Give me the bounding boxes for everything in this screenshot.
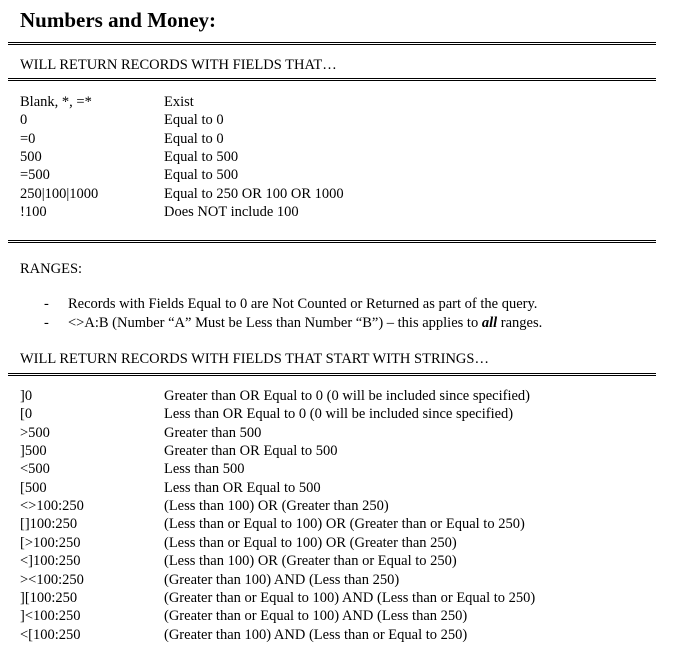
row-term: [0 xyxy=(20,406,33,423)
row-term: <[100:250 xyxy=(20,626,81,643)
row-term: [>100:250 xyxy=(20,534,81,551)
row-description: Less than OR Equal to 0 (0 will be included since specified) xyxy=(164,406,514,423)
row-description: Equal to 500 xyxy=(164,148,239,165)
row-description: Greater than OR Equal to 500 xyxy=(164,443,338,460)
bullet-dash: - xyxy=(44,296,49,312)
row-term: ]<100:250 xyxy=(20,608,81,625)
row-description: Equal to 250 OR 100 OR 1000 xyxy=(164,185,344,202)
double-rule xyxy=(8,373,656,376)
row-description: (Less than or Equal to 100) OR (Greater than 250) xyxy=(164,534,457,551)
bullet-dash: - xyxy=(44,315,49,331)
row-description: (Greater than or Equal to 100) AND (Less than or Equal to 250) xyxy=(164,589,536,606)
section-heading: WILL RETURN RECORDS WITH FIELDS THAT START WITH STRINGS… xyxy=(20,351,489,367)
row-term: >500 xyxy=(20,424,50,441)
row-term: =0 xyxy=(20,130,36,147)
row-term: Blank, *, =* xyxy=(20,94,92,110)
row-term: [500 xyxy=(20,479,47,496)
row-description: (Less than 100) OR (Greater than or Equal to 250) xyxy=(164,553,457,570)
row-term: ][100:250 xyxy=(20,589,78,606)
row-term: 250|100|1000 xyxy=(20,185,99,202)
page-title: Numbers and Money: xyxy=(20,8,217,32)
double-rule xyxy=(8,78,656,81)
row-description: (Greater than or Equal to 100) AND (Less than 250) xyxy=(164,608,468,625)
row-description: Equal to 0 xyxy=(164,130,224,147)
row-description: Equal to 0 xyxy=(164,112,224,129)
row-description: Equal to 500 xyxy=(164,167,239,184)
row-term: ><100:250 xyxy=(20,571,84,588)
row-description: Does NOT include 100 xyxy=(164,203,299,220)
row-term: <500 xyxy=(20,461,50,478)
row-description: Less than 500 xyxy=(164,461,245,478)
section-heading: WILL RETURN RECORDS WITH FIELDS THAT… xyxy=(20,57,337,73)
ranges-heading: RANGES: xyxy=(20,261,83,277)
row-term: 500 xyxy=(20,148,42,165)
row-term: !100 xyxy=(20,203,47,220)
double-rule xyxy=(8,42,656,45)
bullet-text: Records with Fields Equal to 0 are Not Counted or Returned as part of the query. xyxy=(68,296,538,312)
row-term: <]100:250 xyxy=(20,553,81,570)
bullet-text: <>A:B (Number “A” Must be Less than Number “B”) – this applies to all ranges. xyxy=(68,315,543,331)
row-description: (Greater than 100) AND (Less than 250) xyxy=(164,571,400,588)
row-description: Exist xyxy=(164,94,194,110)
row-description: Greater than OR Equal to 0 (0 will be included since specified) xyxy=(164,388,531,404)
row-term: ]500 xyxy=(20,443,47,460)
row-description: (Greater than 100) AND (Less than or Equal to 250) xyxy=(164,626,468,643)
row-description: Greater than 500 xyxy=(164,424,262,441)
row-description: (Less than 100) OR (Greater than 250) xyxy=(164,498,389,515)
row-description: (Less than or Equal to 100) OR (Greater than or Equal to 250) xyxy=(164,516,525,533)
row-term: =500 xyxy=(20,167,50,184)
row-description: Less than OR Equal to 500 xyxy=(164,479,321,496)
row-term: 0 xyxy=(20,112,28,129)
row-term: []100:250 xyxy=(20,516,78,533)
double-rule xyxy=(8,240,656,243)
row-term: <>100:250 xyxy=(20,498,84,515)
row-term: ]0 xyxy=(20,388,33,404)
